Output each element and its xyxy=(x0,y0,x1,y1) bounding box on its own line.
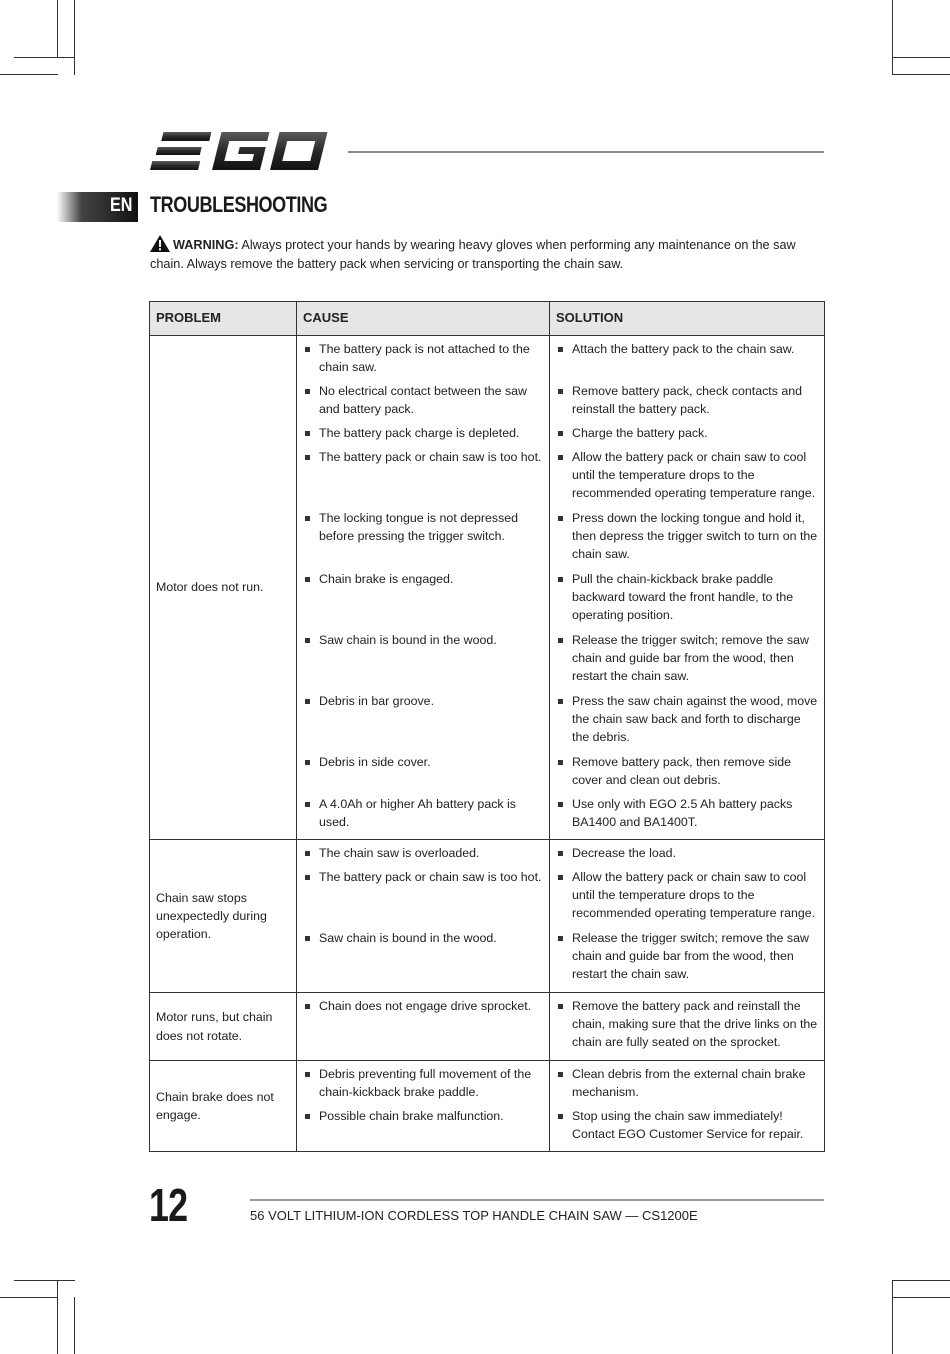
solution-list xyxy=(556,340,818,837)
crop-mark-bottom-left-h2 xyxy=(0,1297,58,1298)
crop-mark-bottom-left-v xyxy=(57,1280,58,1354)
crop-mark-top-left-h2 xyxy=(14,57,75,58)
table-row xyxy=(150,1061,825,1152)
footer-rule xyxy=(250,1199,824,1201)
language-tab-label: EN xyxy=(109,195,132,216)
cause-cell xyxy=(297,1061,550,1152)
table-header-row xyxy=(150,302,825,336)
solution-item: Allow the battery pack or chain saw to cool until the temperature drops to the recommended operating temperature range. xyxy=(556,448,818,509)
table-body xyxy=(150,336,825,1152)
warning-label: WARNING: xyxy=(173,238,239,252)
solution-list xyxy=(556,997,818,1058)
problem-cell: Motor runs, but chain does not rotate. xyxy=(150,993,297,1061)
solution-item: Remove battery pack, check contacts and reinstall the battery pack. xyxy=(556,382,818,424)
solution-list xyxy=(556,844,818,990)
cause-item: The battery pack or chain saw is too hot. xyxy=(303,448,543,509)
crop-mark-bottom-left-h xyxy=(14,1280,75,1281)
cause-item: Saw chain is bound in the wood. xyxy=(303,929,543,990)
warning-triangle-icon xyxy=(150,235,170,252)
cause-item: A 4.0Ah or higher Ah battery pack is used. xyxy=(303,795,543,837)
cause-list xyxy=(303,997,543,1058)
solution-item: Attach the battery pack to the chain saw. xyxy=(556,340,818,382)
problem-cell: Motor does not run. xyxy=(150,336,297,840)
solution-item: Decrease the load. xyxy=(556,844,818,868)
table-row xyxy=(150,336,825,840)
cause-item: The battery pack charge is depleted. xyxy=(303,424,543,448)
solution-cell xyxy=(550,840,825,993)
table-row xyxy=(150,993,825,1061)
cause-item: The chain saw is overloaded. xyxy=(303,844,543,868)
solution-cell xyxy=(550,336,825,840)
cause-item: The battery pack or chain saw is too hot. xyxy=(303,868,543,929)
solution-item: Release the trigger switch; remove the saw chain and guide bar from the wood, then restart the chain saw. xyxy=(556,631,818,692)
cause-cell xyxy=(297,993,550,1061)
crop-mark-top-right-v xyxy=(892,0,893,75)
header-cause: CAUSE xyxy=(297,302,550,336)
solution-cell xyxy=(550,1061,825,1152)
footer-title: 56 VOLT LITHIUM-ION CORDLESS TOP HANDLE CHAIN SAW — CS1200E xyxy=(250,1208,698,1223)
solution-item: Remove the battery pack and reinstall the chain, making sure that the drive links on the chain are fully seated on the sprocket. xyxy=(556,997,818,1058)
solution-item: Allow the battery pack or chain saw to cool until the temperature drops to the recommended operating temperature range. xyxy=(556,868,818,929)
crop-mark-top-right-h xyxy=(892,57,950,58)
cause-cell xyxy=(297,336,550,840)
solution-item: Use only with EGO 2.5 Ah battery packs BA1400 and BA1400T. xyxy=(556,795,818,837)
header-solution: SOLUTION xyxy=(550,302,825,336)
crop-mark-top-right-h2 xyxy=(892,74,950,75)
crop-mark-bottom-left-v2 xyxy=(74,1297,75,1354)
cause-list xyxy=(303,340,543,837)
cause-cell xyxy=(297,840,550,993)
solution-list xyxy=(556,1065,818,1149)
solution-item: Stop using the chain saw immediately! Contact EGO Customer Service for repair. xyxy=(556,1107,818,1149)
cause-list xyxy=(303,1065,543,1149)
problem-cell: Chain saw stops unexpectedly during operation. xyxy=(150,840,297,993)
cause-item: No electrical contact between the saw and battery pack. xyxy=(303,382,543,424)
solution-item: Release the trigger switch; remove the saw chain and guide bar from the wood, then restart the chain saw. xyxy=(556,929,818,990)
language-tab xyxy=(57,192,138,222)
cause-item: Possible chain brake malfunction. xyxy=(303,1107,543,1149)
solution-item: Press down the locking tongue and hold it, then depress the trigger switch to turn on the chain saw. xyxy=(556,509,818,570)
crop-mark-bottom-right-h xyxy=(892,1280,950,1281)
crop-mark-top-left-h xyxy=(0,74,58,75)
cause-item: Debris in side cover. xyxy=(303,753,543,795)
warning-paragraph xyxy=(150,235,820,274)
warning-text: Always protect your hands by wearing heavy gloves when performing any maintenance on the saw chain. Always remove the battery pack when servicing or transporting the chain saw. xyxy=(150,238,796,271)
solution-item: Clean debris from the external chain brake mechanism. xyxy=(556,1065,818,1107)
table-row xyxy=(150,840,825,993)
crop-mark-bottom-right-h2 xyxy=(892,1297,950,1298)
cause-item: Saw chain is bound in the wood. xyxy=(303,631,543,692)
crop-mark-top-left-v2 xyxy=(57,0,58,58)
header-rule xyxy=(348,151,824,153)
ego-logo xyxy=(150,130,330,172)
cause-item: Chain does not engage drive sprocket. xyxy=(303,997,543,1058)
page-number: 12 xyxy=(149,1179,188,1231)
cause-item: Chain brake is engaged. xyxy=(303,570,543,631)
solution-item: Press the saw chain against the wood, move the chain saw back and forth to discharge the debris. xyxy=(556,692,818,753)
solution-cell xyxy=(550,993,825,1061)
troubleshooting-table xyxy=(149,301,825,1152)
problem-cell: Chain brake does not engage. xyxy=(150,1061,297,1152)
cause-item: The locking tongue is not depressed before pressing the trigger switch. xyxy=(303,509,543,570)
cause-list xyxy=(303,844,543,990)
crop-mark-top-left-v xyxy=(74,0,75,75)
solution-item: Remove battery pack, then remove side cover and clean out debris. xyxy=(556,753,818,795)
crop-mark-bottom-right-v xyxy=(892,1280,893,1354)
cause-item: Debris in bar groove. xyxy=(303,692,543,753)
header-problem: PROBLEM xyxy=(150,302,297,336)
cause-item: The battery pack is not attached to the chain saw. xyxy=(303,340,543,382)
solution-item: Charge the battery pack. xyxy=(556,424,818,448)
solution-item: Pull the chain-kickback brake paddle backward toward the front handle, to the operating position. xyxy=(556,570,818,631)
cause-item: Debris preventing full movement of the chain-kickback brake paddle. xyxy=(303,1065,543,1107)
section-title: TROUBLESHOOTING xyxy=(150,192,328,217)
